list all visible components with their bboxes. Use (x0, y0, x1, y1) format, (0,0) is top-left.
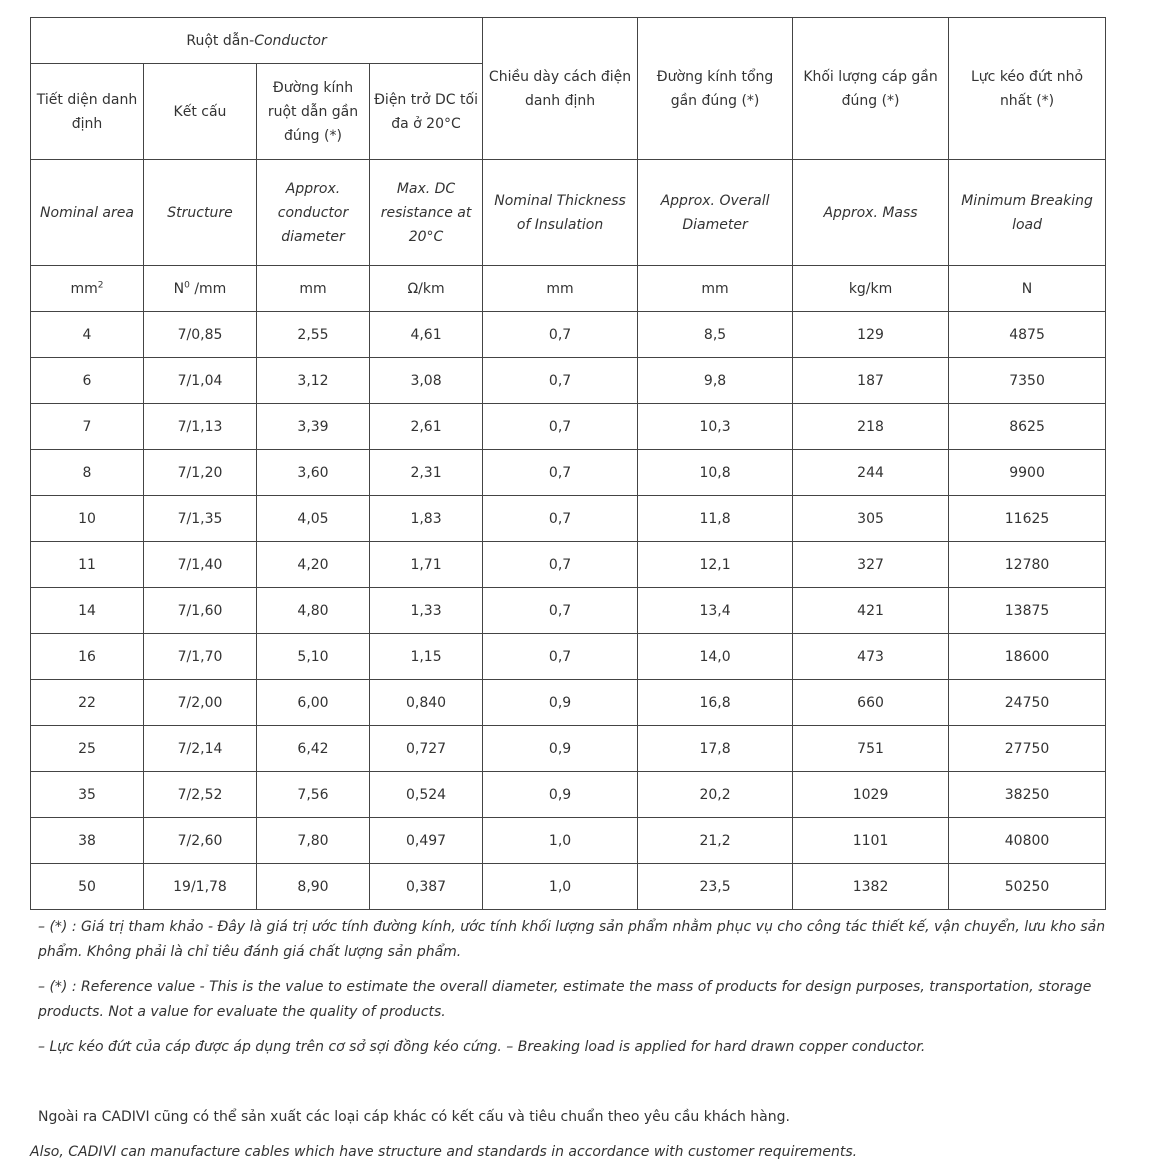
cell-area: 7 (31, 404, 144, 450)
cell-overall-diameter: 14,0 (638, 634, 793, 680)
unit-breaking-load: N (949, 266, 1106, 312)
cell-structure: 7/1,60 (144, 588, 257, 634)
cell-structure: 7/2,00 (144, 680, 257, 726)
cell-insulation: 0,9 (483, 726, 638, 772)
specification-table (30, 17, 1106, 910)
table-row (31, 864, 1106, 910)
cell-overall-diameter: 11,8 (638, 496, 793, 542)
cell-breaking-load: 12780 (949, 542, 1106, 588)
cell-area: 4 (31, 312, 144, 358)
header-vi-overall-diameter: Đường kính tổng gần đúng (*) (638, 18, 793, 160)
cell-conductor-diameter: 4,20 (257, 542, 370, 588)
unit-structure-pre: N (173, 280, 185, 297)
cell-area: 6 (31, 358, 144, 404)
unit-area-base: mm (70, 280, 98, 297)
cell-dc-resistance: 0,524 (370, 772, 483, 818)
table-row (31, 312, 1106, 358)
cell-conductor-diameter: 4,05 (257, 496, 370, 542)
header-group-row (31, 18, 1106, 64)
cell-breaking-load: 13875 (949, 588, 1106, 634)
note-reference-vi: – (*) : Giá trị tham khảo - Đây là giá trị ước tính đường kính, ước tính khối lượng sản phẩm nhằm phục vụ cho công tác thiết kế, vận chuyển, lưu kho sản phẩm. Không phải là chỉ tiêu đánh giá chất lượng sản phẩm. (38, 919, 1106, 960)
cell-area: 14 (31, 588, 144, 634)
cell-mass: 751 (793, 726, 949, 772)
cell-area: 38 (31, 818, 144, 864)
cell-structure: 7/2,60 (144, 818, 257, 864)
table-row (31, 404, 1106, 450)
cell-structure: 7/1,35 (144, 496, 257, 542)
cell-breaking-load: 11625 (949, 496, 1106, 542)
cell-breaking-load: 40800 (949, 818, 1106, 864)
cell-dc-resistance: 0,497 (370, 818, 483, 864)
cell-structure: 7/0,85 (144, 312, 257, 358)
unit-insulation: mm (483, 266, 638, 312)
header-en-overall-diameter: Approx. Overall Diameter (638, 160, 793, 266)
cell-mass: 1382 (793, 864, 949, 910)
unit-structure-post: /mm (189, 280, 227, 297)
cell-structure: 7/1,20 (144, 450, 257, 496)
cell-mass: 244 (793, 450, 949, 496)
cell-mass: 660 (793, 680, 949, 726)
header-vi-structure: Kết cấu (144, 64, 257, 160)
unit-overall-diameter: mm (638, 266, 793, 312)
cell-dc-resistance: 4,61 (370, 312, 483, 358)
header-en-insulation: Nominal Thickness of Insulation (483, 160, 638, 266)
cell-conductor-diameter: 3,39 (257, 404, 370, 450)
cell-area: 8 (31, 450, 144, 496)
cell-insulation: 0,7 (483, 634, 638, 680)
unit-mass: kg/km (793, 266, 949, 312)
cell-insulation: 0,7 (483, 542, 638, 588)
table-row (31, 588, 1106, 634)
table-row (31, 358, 1106, 404)
cell-dc-resistance: 2,31 (370, 450, 483, 496)
cell-insulation: 1,0 (483, 818, 638, 864)
cell-overall-diameter: 9,8 (638, 358, 793, 404)
table-row (31, 818, 1106, 864)
note-reference-en: – (*) : Reference value - This is the value to estimate the overall diameter, estimate the mass of products for design purposes, transportation, storage products. Not a value for evaluate the quality of products. (38, 979, 1092, 1020)
cell-structure: 7/2,14 (144, 726, 257, 772)
cell-structure: 7/1,13 (144, 404, 257, 450)
cell-breaking-load: 8625 (949, 404, 1106, 450)
cell-overall-diameter: 23,5 (638, 864, 793, 910)
cell-insulation: 0,7 (483, 496, 638, 542)
table-row (31, 726, 1106, 772)
cell-structure: 7/1,04 (144, 358, 257, 404)
cell-structure: 7/1,70 (144, 634, 257, 680)
cell-area: 10 (31, 496, 144, 542)
cell-dc-resistance: 1,15 (370, 634, 483, 680)
cell-mass: 473 (793, 634, 949, 680)
cell-mass: 305 (793, 496, 949, 542)
cell-breaking-load: 50250 (949, 864, 1106, 910)
cell-overall-diameter: 8,5 (638, 312, 793, 358)
cell-breaking-load: 18600 (949, 634, 1106, 680)
cell-conductor-diameter: 8,90 (257, 864, 370, 910)
header-en-row (31, 160, 1106, 266)
table-row (31, 634, 1106, 680)
header-vi-mass: Khối lượng cáp gần đúng (*) (793, 18, 949, 160)
cell-breaking-load: 27750 (949, 726, 1106, 772)
cell-dc-resistance: 0,840 (370, 680, 483, 726)
conductor-group-header (31, 18, 483, 64)
cell-mass: 129 (793, 312, 949, 358)
table-row (31, 496, 1106, 542)
cell-overall-diameter: 20,2 (638, 772, 793, 818)
cell-conductor-diameter: 5,10 (257, 634, 370, 680)
cell-insulation: 0,7 (483, 450, 638, 496)
cell-mass: 187 (793, 358, 949, 404)
cell-structure: 7/1,40 (144, 542, 257, 588)
cell-dc-resistance: 2,61 (370, 404, 483, 450)
extra-note-en: Also, CADIVI can manufacture cables which have structure and standards in accordance with customer requirements. (30, 1144, 858, 1160)
header-vi-area: Tiết diện danh định (31, 64, 144, 160)
cell-insulation: 1,0 (483, 864, 638, 910)
header-en-breaking-load: Minimum Breaking load (949, 160, 1106, 266)
note-breaking-load: – Lực kéo đứt của cáp được áp dụng trên cơ sở sợi đồng kéo cứng. – Breaking load is applied for hard drawn copper conductor. (38, 1039, 926, 1055)
cell-area: 16 (31, 634, 144, 680)
cell-overall-diameter: 10,3 (638, 404, 793, 450)
cell-overall-diameter: 21,2 (638, 818, 793, 864)
table-row (31, 680, 1106, 726)
cell-overall-diameter: 13,4 (638, 588, 793, 634)
cell-conductor-diameter: 7,56 (257, 772, 370, 818)
cell-conductor-diameter: 7,80 (257, 818, 370, 864)
cell-breaking-load: 4875 (949, 312, 1106, 358)
cell-area: 22 (31, 680, 144, 726)
cell-breaking-load: 24750 (949, 680, 1106, 726)
cell-structure: 7/2,52 (144, 772, 257, 818)
table-row (31, 450, 1106, 496)
cell-conductor-diameter: 6,00 (257, 680, 370, 726)
cell-mass: 218 (793, 404, 949, 450)
cell-dc-resistance: 1,71 (370, 542, 483, 588)
cell-mass: 327 (793, 542, 949, 588)
cell-conductor-diameter: 3,60 (257, 450, 370, 496)
cell-structure: 19/1,78 (144, 864, 257, 910)
cell-overall-diameter: 12,1 (638, 542, 793, 588)
cell-breaking-load: 7350 (949, 358, 1106, 404)
table-row (31, 772, 1106, 818)
cell-mass: 1029 (793, 772, 949, 818)
cell-insulation: 0,7 (483, 312, 638, 358)
cell-dc-resistance: 0,387 (370, 864, 483, 910)
cell-insulation: 0,7 (483, 588, 638, 634)
unit-conductor-diameter: mm (257, 266, 370, 312)
cell-dc-resistance: 1,33 (370, 588, 483, 634)
cell-overall-diameter: 16,8 (638, 680, 793, 726)
header-en-mass: Approx. Mass (793, 160, 949, 266)
conductor-group-en: Conductor (254, 32, 327, 49)
header-vi-insulation: Chiều dày cách điện danh định (483, 18, 638, 160)
cell-insulation: 0,7 (483, 358, 638, 404)
cell-insulation: 0,7 (483, 404, 638, 450)
header-vi-dc-resistance: Điện trở DC tối đa ở 20°C (370, 64, 483, 160)
cell-insulation: 0,9 (483, 680, 638, 726)
header-en-structure: Structure (144, 160, 257, 266)
unit-area (31, 266, 144, 312)
cell-dc-resistance: 0,727 (370, 726, 483, 772)
notes-section (38, 915, 1153, 1070)
cell-dc-resistance: 1,83 (370, 496, 483, 542)
header-vi-breaking-load: Lực kéo đứt nhỏ nhất (*) (949, 18, 1106, 160)
units-row (31, 266, 1106, 312)
conductor-group-vi: Ruột dẫn- (186, 32, 255, 49)
unit-structure (144, 266, 257, 312)
cell-overall-diameter: 17,8 (638, 726, 793, 772)
cell-conductor-diameter: 4,80 (257, 588, 370, 634)
cell-breaking-load: 9900 (949, 450, 1106, 496)
cell-mass: 1101 (793, 818, 949, 864)
header-en-area: Nominal area (31, 160, 144, 266)
cell-insulation: 0,9 (483, 772, 638, 818)
cell-conductor-diameter: 6,42 (257, 726, 370, 772)
cell-breaking-load: 38250 (949, 772, 1106, 818)
cell-conductor-diameter: 3,12 (257, 358, 370, 404)
cell-area: 25 (31, 726, 144, 772)
cell-area: 11 (31, 542, 144, 588)
unit-dc-resistance: Ω/km (370, 266, 483, 312)
cell-mass: 421 (793, 588, 949, 634)
cell-overall-diameter: 10,8 (638, 450, 793, 496)
header-en-dc-resistance: Max. DC resistance at 20°C (370, 160, 483, 266)
cell-conductor-diameter: 2,55 (257, 312, 370, 358)
header-en-conductor-diameter: Approx. conductor diameter (257, 160, 370, 266)
unit-structure-sup: 0 (184, 279, 190, 290)
cell-dc-resistance: 3,08 (370, 358, 483, 404)
cell-area: 50 (31, 864, 144, 910)
cell-area: 35 (31, 772, 144, 818)
extra-note-vi: Ngoài ra CADIVI cũng có thể sản xuất các loại cáp khác có kết cấu và tiêu chuẩn theo yêu cầu khách hàng. (38, 1109, 790, 1125)
table-row (31, 542, 1106, 588)
header-vi-conductor-diameter: Đường kính ruột dẫn gần đúng (*) (257, 64, 370, 160)
unit-area-sup: 2 (97, 279, 104, 290)
